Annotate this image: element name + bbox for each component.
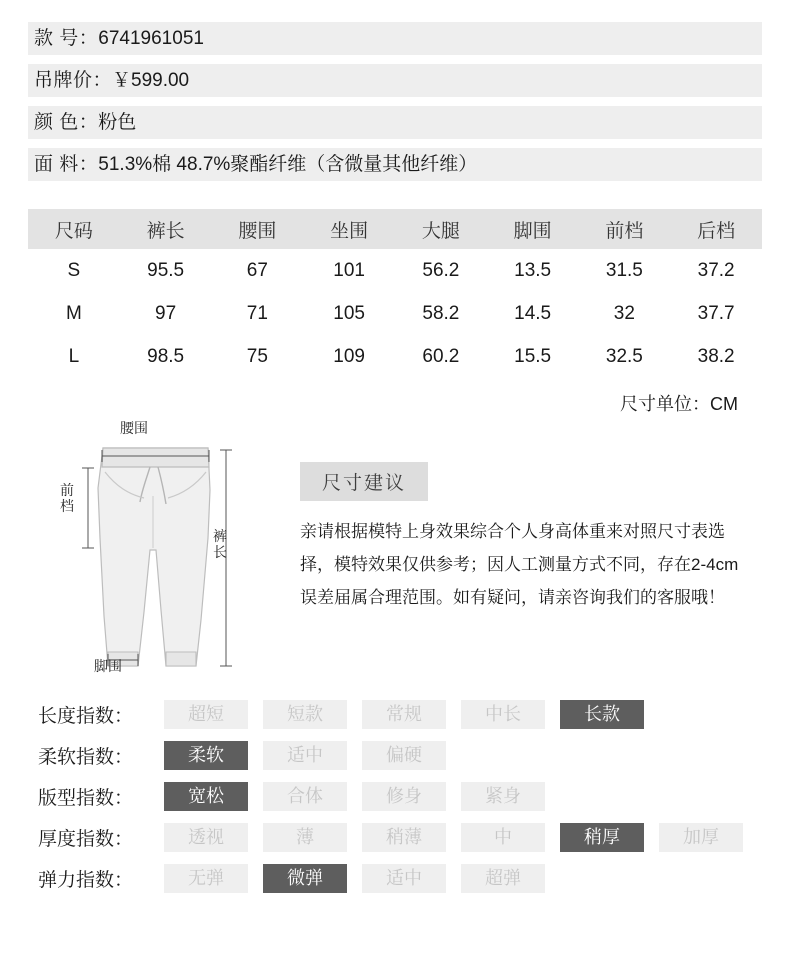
index-chip-selected[interactable]: 柔软 [164, 741, 248, 770]
product-info-row [28, 106, 762, 139]
diagram-label-foot-opening: 脚围 [94, 658, 122, 674]
index-label: 版型指数： [38, 787, 134, 809]
table-cell: S [67, 259, 81, 281]
size-advice-text: 亲请根据模特上身效果综合个人身高体重来对照尺寸表选择，模特效果仅供参考；因人工测量方式不同，存在2-4cm误差届属合理范围。如有疑问，请亲咨询我们的客服哦！ [300, 522, 739, 608]
table-row [28, 335, 762, 378]
table-cell: 97 [155, 302, 177, 324]
index-chip[interactable]: 超弹 [461, 864, 545, 893]
index-chip[interactable]: 中长 [461, 700, 545, 729]
table-cell: 67 [246, 259, 268, 281]
index-chip[interactable]: 中 [461, 823, 545, 852]
index-chip[interactable]: 修身 [362, 782, 446, 811]
index-chip[interactable]: 合体 [263, 782, 347, 811]
index-chip-selected[interactable]: 宽松 [164, 782, 248, 811]
index-row-thickness [38, 817, 758, 857]
pants-measurement-diagram [58, 420, 288, 682]
table-cell: 13.5 [514, 259, 552, 281]
table-cell: 56.2 [422, 259, 460, 281]
index-chip[interactable]: 超短 [164, 700, 248, 729]
index-row-elasticity [38, 858, 758, 898]
table-header-cell: 脚围 [487, 209, 579, 249]
index-chip[interactable]: 加厚 [659, 823, 743, 852]
table-cell: 32.5 [605, 345, 643, 367]
table-row [28, 292, 762, 335]
diagram-label-pant-length: 裤长 [213, 528, 227, 561]
table-cell: M [65, 302, 82, 324]
product-info-value: 51.3%棉 48.7%聚酯纤维（含微量其他纤维） [98, 154, 478, 175]
product-info-label: 款 号： [34, 28, 99, 49]
index-chip[interactable]: 短款 [263, 700, 347, 729]
index-chip[interactable]: 稍薄 [362, 823, 446, 852]
index-label: 弹力指数： [38, 869, 134, 891]
table-row [28, 249, 762, 292]
index-row-fit [38, 776, 758, 816]
table-cell: 105 [333, 302, 365, 324]
table-cell: 58.2 [422, 302, 460, 324]
index-label: 厚度指数： [38, 828, 134, 850]
product-info-label: 面 料： [34, 154, 99, 175]
index-label: 柔软指数： [38, 746, 134, 768]
size-table [28, 209, 762, 378]
index-row-softness [38, 735, 758, 775]
table-header-cell: 后档 [670, 209, 762, 249]
diagram-and-advice-section [0, 420, 790, 688]
index-chip[interactable]: 常规 [362, 700, 446, 729]
diagram-label-waist: 腰围 [120, 420, 148, 436]
index-chip-selected[interactable]: 微弹 [263, 864, 347, 893]
size-advice-block [300, 462, 750, 614]
product-info-label: 吊牌价： [34, 70, 113, 91]
diagram-label-front-rise: 前档 [60, 482, 74, 515]
product-info-value: 粉色 [98, 112, 137, 133]
pants-illustration-svg [58, 420, 288, 682]
table-cell: 31.5 [605, 259, 643, 281]
table-cell: 109 [333, 345, 365, 367]
index-label: 长度指数： [38, 705, 134, 727]
index-chip[interactable]: 透视 [164, 823, 248, 852]
index-chip[interactable]: 紧身 [461, 782, 545, 811]
index-chip[interactable]: 偏硬 [362, 741, 446, 770]
product-info-label: 颜 色： [34, 112, 99, 133]
index-chip-selected[interactable]: 长款 [560, 700, 644, 729]
index-block [38, 694, 758, 898]
table-header-cell: 腰围 [212, 209, 304, 249]
table-cell: 71 [246, 302, 268, 324]
table-cell: 95.5 [147, 259, 185, 281]
index-chip-selected[interactable]: 稍厚 [560, 823, 644, 852]
size-advice-badge: 尺寸建议 [300, 462, 428, 501]
table-cell: L [68, 345, 80, 367]
index-chip[interactable]: 适中 [362, 864, 446, 893]
table-header-cell: 裤长 [120, 209, 212, 249]
product-info-value: ￥599.00 [112, 70, 190, 91]
product-info-value: 6741961051 [98, 28, 204, 49]
size-unit-note: 尺寸单位：CM [620, 394, 738, 414]
index-chip[interactable]: 薄 [263, 823, 347, 852]
product-info-row [28, 22, 762, 55]
table-cell: 98.5 [147, 345, 185, 367]
index-chip[interactable]: 适中 [263, 741, 347, 770]
index-chip[interactable]: 无弹 [164, 864, 248, 893]
product-info-block [28, 22, 762, 181]
table-cell: 60.2 [422, 345, 460, 367]
table-header-cell: 前档 [579, 209, 671, 249]
table-cell: 101 [333, 259, 365, 281]
table-cell: 38.2 [697, 345, 735, 367]
index-row-length [38, 694, 758, 734]
table-header-cell: 尺码 [28, 209, 120, 249]
table-cell: 14.5 [514, 302, 552, 324]
table-cell: 37.7 [697, 302, 735, 324]
product-info-row [28, 64, 762, 97]
table-header-row [28, 209, 762, 249]
table-cell: 37.2 [697, 259, 735, 281]
table-cell: 15.5 [514, 345, 552, 367]
table-header-cell: 坐围 [303, 209, 395, 249]
table-cell: 75 [246, 345, 268, 367]
table-cell: 32 [613, 302, 635, 324]
product-info-row [28, 148, 762, 181]
table-header-cell: 大腿 [395, 209, 487, 249]
